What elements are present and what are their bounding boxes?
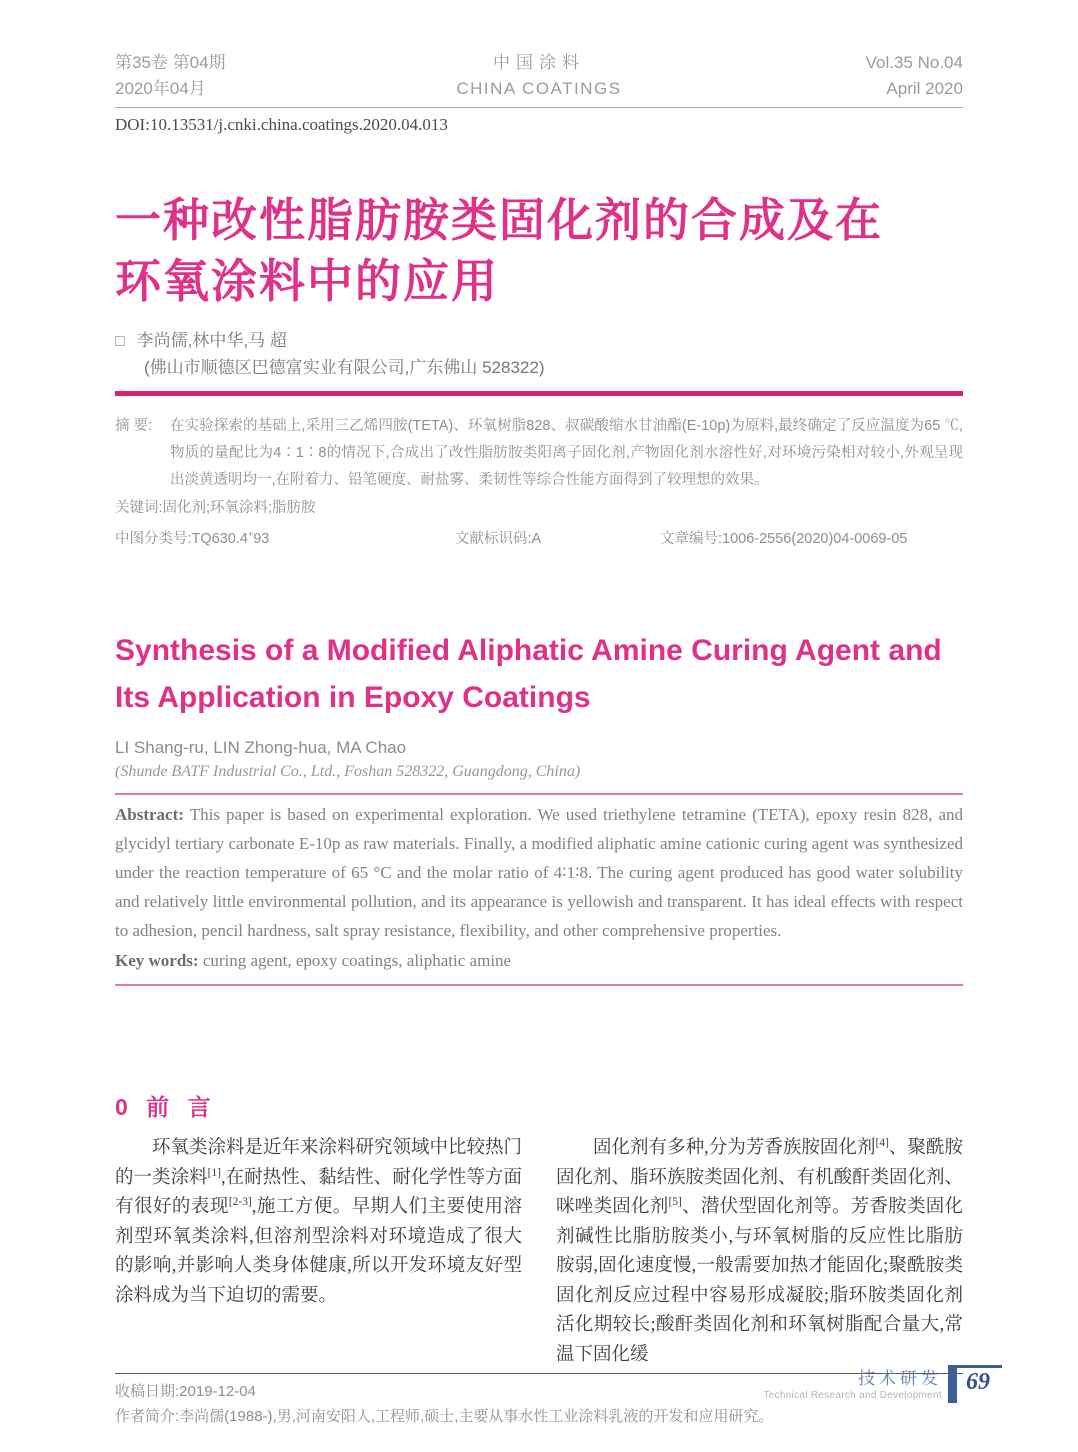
header-journal-name [395, 50, 683, 102]
volume-issue-en: Vol.35 No.04 [865, 53, 963, 72]
footer-column-en: Technical Research and Development [763, 1390, 942, 1401]
abstract-cn-block [115, 413, 963, 553]
abstract-en-bottom-rule [115, 984, 963, 986]
authors-en-names: LI Shang-ru, LIN Zhong-hua, MA Chao [115, 738, 407, 757]
author-marker-icon: □ [115, 333, 125, 350]
article-id [660, 526, 907, 553]
document-code-label: 文献标识码: [455, 531, 532, 547]
article-title-cn [115, 190, 963, 312]
keywords-cn-label: 关键词: [115, 500, 163, 516]
authors-cn-line [115, 328, 963, 355]
authors-cn-names: 李尚儒,林中华,马 超 [136, 331, 287, 350]
date-cn: 2020年04月 [115, 79, 206, 98]
author-bio-text: 李尚儒(1988-),男,河南安阳人,工程师,硕士,主要从事水性工业涂料乳液的开发和应用研究。 [179, 1408, 774, 1425]
abstract-en-top-rule [115, 793, 963, 795]
page-footer [763, 1365, 1002, 1403]
abstract-cn-label: 摘 要: [115, 418, 153, 434]
document-code [455, 526, 660, 553]
footer-column-labels [763, 1369, 942, 1402]
abstract-en-text: This paper is based on experimental exploration. We used triethylene tetramine (TETA), epoxy resin 828, and glycidyl tertiary carbonate E-10p as raw materials. Finally, a modified aliphatic amine cationic curing agent was synthesized under the reaction temperature of 65 °C and the molar ratio of 4∶1∶8. The curing agent produced has good water solubility and relatively little environmental pollution, and its appearance is yellowish and transparent. It has ideal effects with respect to adhesion, pencil hardness, salt spray resistance, flexibility, and other comprehensive properties. [115, 805, 963, 940]
affiliation-en: (Shunde BATF Industrial Co., Ltd., Foshan 528322, Guangdong, China) [115, 763, 581, 780]
abstract-cn-text: 在实验探索的基础上,采用三乙烯四胺(TETA)、环氧树脂828、叔碳酸缩水甘油酯(E-10p)为原料,最终确定了反应温度为65 ℃,物质的量配比为4∶1∶8的情况下,合成出了改性脂肪胺类阳离子固化剂,产物固化剂水溶性好,对环境污染相对较小,外观呈现出淡黄透明均一,在附着力、铅笔硬度、耐盐雾、柔韧性等综合性能方面得到了较理想的效果。 [170, 418, 963, 488]
keywords-en-row [115, 946, 963, 975]
body-left-column: 环氧类涂料是近年来涂料研究领域中比较热门的一类涂料[1],在耐热性、黏结性、耐化学性等方面有很好的表现[2-3],施工方便。早期人们主要使用溶剂型环氧类涂料,但溶剂型涂料对环境造成了很大的影响,并影响人类身体健康,所以开发环境友好型涂料成为当下迫切的需要。 [115, 1138, 523, 1306]
page-number-bracket [948, 1365, 1002, 1403]
clc-number [115, 526, 455, 553]
keywords-en: curing agent, epoxy coatings, aliphatic amine [198, 951, 512, 970]
abstract-en-block [115, 800, 963, 975]
article-title-cn-line1: 一种改性脂肪胺类固化剂的合成及在 [115, 194, 883, 246]
clc-rest: 93 [253, 531, 270, 547]
document-code-value: A [531, 531, 542, 547]
body-right-column: 固化剂有多种,分为芳香族胺固化剂[4]、聚酰胺固化剂、脂环族胺类固化剂、有机酸酐类固化剂、咪唑类固化剂[5]、潜伏型固化剂等。芳香胺类固化剂碱性比脂肪胺类小,与环氧树脂的反应性比脂肪胺弱,固化速度慢,一般需要加热才能固化;聚酰胺类固化剂反应过程中容易形成凝胶;脂环胺类固化剂活化期较长;酸酐类固化剂和环氧树脂配合量大,常温下固化缓 [556, 1136, 964, 1365]
authors-cn-block [115, 328, 963, 381]
author-bio-line [115, 1404, 963, 1429]
author-bio-label: 作者简介: [115, 1408, 180, 1425]
header-volume-issue-en [683, 50, 963, 102]
header-divider [115, 107, 963, 108]
date-en: April 2020 [886, 79, 963, 98]
article-id-value: 1006-2556(2020)04-0069-05 [722, 531, 908, 547]
clc-sup: + [247, 529, 254, 540]
article-title-en-line2: Its Application in Epoxy Coatings [115, 681, 591, 714]
received-date-value: 2019-12-04 [179, 1383, 256, 1400]
section-heading-intro: 0 前 言 [115, 1094, 217, 1120]
article-title-en [115, 627, 963, 721]
authors-en-block [115, 736, 963, 784]
journal-name-en: CHINA COATINGS [456, 79, 622, 98]
received-date-label: 收稿日期: [115, 1383, 180, 1400]
journal-name-cn: 中国涂料 [492, 53, 585, 72]
keywords-cn: 固化剂;环氧涂料;脂肪胺 [162, 500, 316, 516]
footer-column-cn: 技术研发 [858, 1369, 942, 1388]
volume-issue-cn: 第35卷 第04期 [115, 53, 226, 72]
article-title-en-line1: Synthesis of a Modified Aliphatic Amine Curing Agent and [115, 634, 942, 667]
clc-label: 中图分类号: [115, 531, 192, 547]
title-divider-rule [115, 391, 963, 396]
abstract-cn-row [115, 413, 963, 494]
keywords-en-label: Key words: [115, 951, 199, 970]
header-volume-issue [115, 50, 395, 102]
clc-base: TQ630.4 [191, 531, 248, 547]
doi: DOI:10.13531/j.cnki.china.coatings.2020.04.013 [115, 115, 448, 134]
classification-row [115, 526, 963, 553]
page-number: 69 [966, 1369, 990, 1395]
abstract-en-label: Abstract: [115, 805, 184, 824]
article-id-label: 文章编号: [660, 531, 723, 547]
keywords-cn-row [115, 495, 963, 522]
journal-header [115, 50, 963, 102]
affiliation-cn: (佛山市顺德区巴德富实业有限公司,广东佛山 528322) [144, 358, 545, 377]
body-columns [115, 1134, 963, 1370]
abstract-en-paragraph [115, 800, 963, 945]
article-title-cn-line2: 环氧涂料中的应用 [115, 255, 499, 307]
